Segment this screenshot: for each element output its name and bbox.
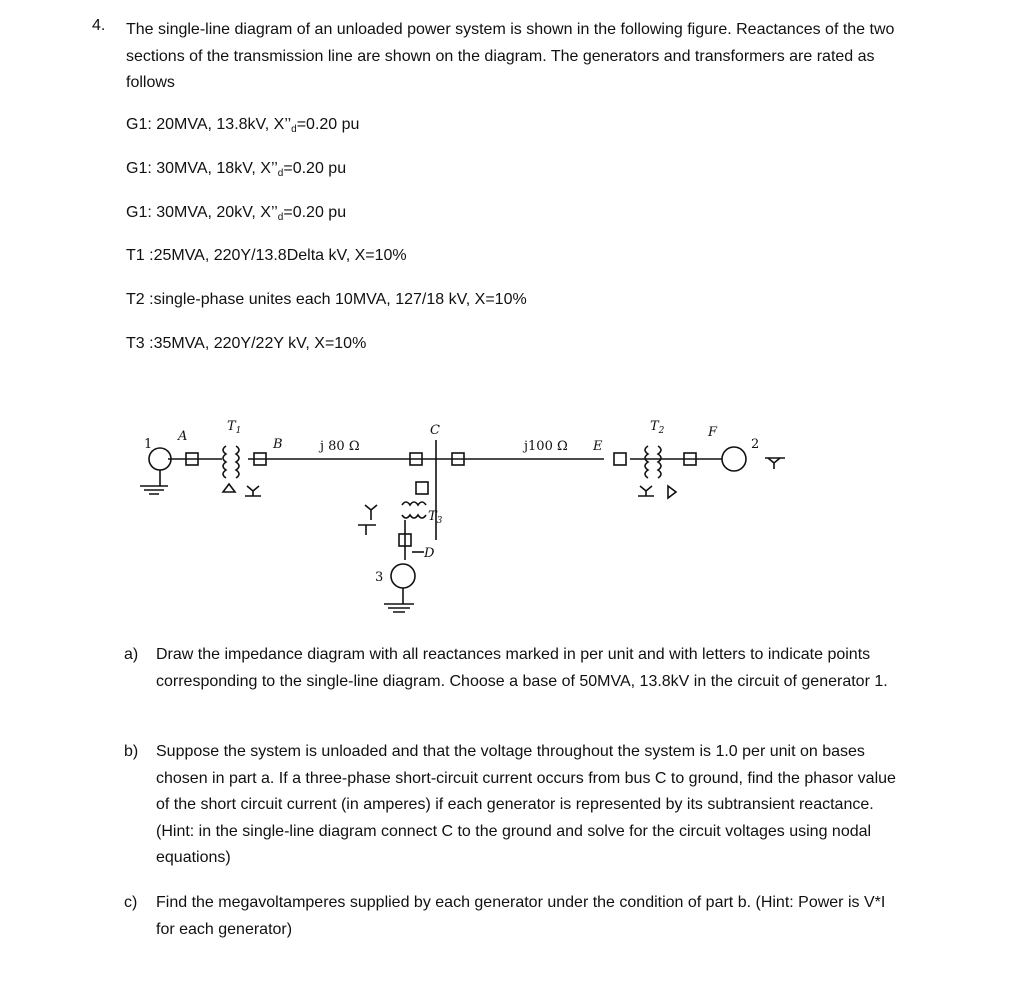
- breaker-icon: [416, 482, 428, 494]
- part-c-text: Find the megavoltamperes supplied by each generator under the condition of part b. (Hint: Power is V*I for each generator): [156, 894, 886, 938]
- part-a-label: a): [124, 646, 139, 663]
- bus-a-label: A: [178, 429, 188, 444]
- t1-label: $T_1$: [227, 419, 242, 436]
- part-c: [124, 890, 914, 945]
- part-b-text: Suppose the system is unloaded and that the voltage throughout the system is 1.0 per unit on bases chosen in part a. If a three-phase short-circuit current occurs from bus C to ground, find the phasor value of the short circuit current (in amperes) if each generator is represented by its subtransient reactance. (Hint: in the single-line diagram connect C to the ground and solve for the circuit voltages using nodal equations): [156, 743, 896, 866]
- rating-g1: G1: 20MVA, 13.8kV, $X’’_d=0.20$ pu: [126, 116, 360, 135]
- ground-icon: [140, 486, 168, 494]
- line-2-reactance: j100 Ω: [524, 439, 568, 454]
- generator-3-icon: [391, 564, 415, 588]
- gen-2-label: 2: [751, 437, 760, 452]
- generator-2-icon: [722, 447, 746, 471]
- question-number: 4.: [92, 17, 106, 34]
- wye-ground-icon: [638, 486, 654, 496]
- delta-icon: [668, 486, 676, 498]
- wye-ground-icon: [358, 505, 377, 535]
- ground-icon: [384, 604, 414, 612]
- part-c-label: c): [124, 894, 138, 911]
- t2-label: $T_2$: [650, 419, 665, 436]
- bus-b-label: B: [273, 437, 283, 452]
- part-a: [124, 642, 914, 722]
- wye-ground-icon: [245, 486, 261, 496]
- line-1-reactance: j 80 Ω: [320, 439, 360, 454]
- part-b: [124, 739, 914, 874]
- rating-g2: G1: 30MVA, 18kV, $X’’_d=0.20$ pu: [126, 160, 347, 179]
- rating-t1: T1 :25MVA, 220Y/13.8Delta kV, X=10%: [126, 247, 407, 264]
- gen-3-label: 3: [375, 570, 384, 585]
- rating-t3: T3 :35MVA, 220Y/22Y kV, X=10%: [126, 335, 367, 352]
- transformer-t2-coil-icon: [645, 446, 648, 478]
- transformer-t1-coil-icon: [236, 446, 239, 478]
- breaker-icon: [614, 453, 626, 465]
- bus-e-label: E: [593, 439, 603, 454]
- part-b-label: b): [124, 743, 139, 760]
- transformer-t3-coil-icon: [402, 502, 426, 505]
- rating-t2: T2 :single-phase unites each 10MVA, 127/18 kV, X=10%: [126, 291, 527, 308]
- t3-label: $T_3$: [428, 509, 443, 526]
- question-intro: The single-line diagram of an unloaded power system is shown in the following figure. Reactances of the two sections of the transmission line are shown on the diagram. The generators and transformers are rated as follows: [126, 21, 895, 91]
- gen-1-label: 1: [144, 437, 153, 452]
- transformer-t2-coil-icon: [658, 446, 661, 478]
- delta-icon: [223, 484, 235, 492]
- transformer-t3-coil-icon: [402, 515, 426, 518]
- bus-f-label: F: [708, 425, 718, 440]
- bus-d-label: D: [424, 546, 435, 561]
- transformer-t1-coil-icon: [223, 446, 226, 478]
- rating-g3: G1: 30MVA, 20kV, $X’’_d=0.20$ pu: [126, 204, 347, 223]
- wye-ground-icon: [765, 458, 785, 469]
- generator-1-icon: [149, 448, 171, 470]
- part-a-text: Draw the impedance diagram with all reactances marked in per unit and with letters to indicate points corresponding to the single-line diagram. Choose a base of 50MVA, 13.8kV in the circuit of generator 1.: [156, 646, 888, 690]
- bus-c-label: C: [430, 423, 440, 438]
